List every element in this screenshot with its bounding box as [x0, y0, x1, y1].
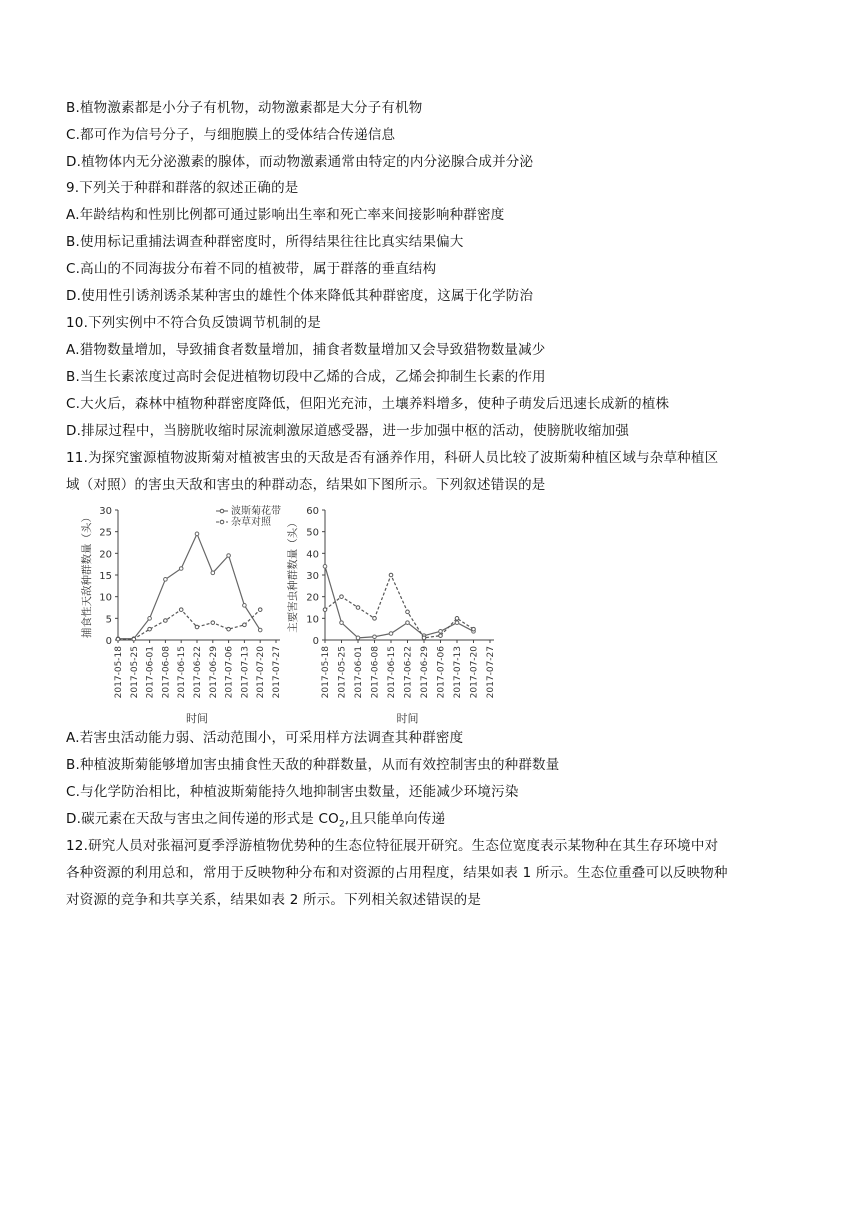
y-tick-label: 40 — [306, 549, 319, 561]
data-point — [243, 604, 247, 608]
data-point — [148, 627, 152, 631]
x-tick-label: 2017-06-22 — [193, 646, 203, 699]
data-point — [211, 621, 215, 625]
x-axis-label: 时间 — [396, 712, 419, 725]
data-point — [356, 636, 360, 640]
option-10a: A.猎物数量增加，导致捕食者数量增加，捕食者数量增加又会导致猎物数量减少 — [66, 342, 546, 358]
question-9-stem: 9.下列关于种群和群落的叙述正确的是 — [66, 180, 299, 196]
legend-entry: 杂草对照 — [231, 517, 271, 528]
x-axis-label: 时间 — [186, 712, 208, 725]
option-9c: C.高山的不同海拔分布着不同的植被带，属于群落的垂直结构 — [66, 261, 437, 277]
data-point — [323, 565, 327, 569]
y-tick-label: 15 — [99, 571, 112, 582]
question-12-stem-cont: 各种资源的利用总和，常用于反映物种分布和对资源的占用程度，结果如表 1 所示。生态位重叠可以反映物种 — [66, 865, 728, 881]
charts-svg — [80, 500, 510, 725]
text-line: B.植物激素都是小分子有机物，动物激素都是大分子有机物 — [66, 100, 423, 116]
question-12-stem-cont2: 对资源的竞争和共享关系，结果如表 2 所示。下列相关叙述错误的是 — [66, 892, 482, 908]
x-tick-label: 2017-07-13 — [453, 646, 463, 699]
option-9d: D.使用性引诱剂诱杀某种害虫的雄性个体来降低其种群密度，这属于化学防治 — [66, 288, 534, 304]
option-11a: A.若害虫活动能力弱、活动范围小，可采用样方法调查其种群密度 — [66, 730, 464, 746]
option-11d — [66, 809, 445, 835]
y-tick-label: 50 — [306, 527, 319, 539]
question-11-stem: 11.为探究蜜源植物波斯菊对植被害虫的天敌是否有涵养作用，科研人员比较了波斯菊种植区域与杂草种植区 — [66, 450, 719, 466]
x-tick-label: 2017-07-27 — [272, 646, 282, 699]
x-tick-label: 2017-06-08 — [370, 646, 381, 699]
option-10b: B.当生长素浓度过高时会促进植物切段中乙烯的合成，乙烯会抑制生长素的作用 — [66, 369, 546, 385]
data-point — [164, 619, 168, 623]
data-point — [323, 608, 327, 612]
question-12-stem: 12.研究人员对张福河夏季浮游植物优势种的生态位特征展开研究。生态位宽度表示某物种在其生存环境中对 — [66, 838, 719, 854]
data-point — [227, 554, 231, 558]
option-9a: A.年龄结构和性别比例都可通过影响出生率和死亡率来间接影响种群密度 — [66, 207, 505, 223]
series-line-2 — [118, 610, 260, 639]
y-tick-label: 0 — [312, 636, 319, 647]
x-tick-label: 2017-07-20 — [256, 646, 267, 699]
y-tick-label: 20 — [306, 592, 319, 604]
option-10c: C.大火后，森林中植物种群密度降低，但阳光充沛，土壤养料增多，使种子萌发后迅速长成新的植株 — [66, 396, 670, 412]
legend-marker — [220, 509, 224, 513]
x-tick-label: 2017-06-01 — [145, 646, 156, 699]
data-point — [439, 630, 443, 634]
data-point — [211, 571, 215, 575]
data-point — [132, 637, 136, 641]
y-tick-label: 25 — [99, 527, 112, 539]
data-point — [439, 634, 443, 638]
y-tick-label: 30 — [306, 571, 319, 582]
option-11b: B.种植波斯菊能够增加害虫捕食性天敌的种群数量，从而有效控制害虫的种群数量 — [66, 757, 560, 773]
data-point — [455, 617, 459, 621]
data-point — [389, 573, 393, 577]
question-10-stem: 10.下列实例中不符合负反馈调节机制的是 — [66, 315, 321, 331]
x-tick-label: 2017-07-06 — [436, 646, 447, 699]
option-11d-part1: D.碳元素在天敌与害虫之间传递的形式是 CO — [66, 811, 339, 827]
text-line: D.植物体内无分泌激素的腺体，而动物激素通常由特定的内分泌腺合成并分泌 — [66, 154, 534, 170]
y-tick-label: 10 — [306, 614, 319, 626]
x-tick-label: 2017-06-29 — [420, 646, 430, 699]
option-11d-part2: ,且只能单向传递 — [344, 811, 446, 827]
data-point — [179, 608, 183, 612]
x-tick-label: 2017-06-01 — [354, 646, 364, 699]
data-point — [258, 628, 262, 632]
x-tick-label: 2017-06-29 — [208, 646, 219, 699]
data-point — [179, 567, 183, 571]
data-point — [148, 617, 152, 621]
series-line-1 — [325, 566, 474, 638]
option-9b: B.使用标记重捕法调查种群密度时，所得结果往往比真实结果偏大 — [66, 234, 464, 250]
x-tick-label: 2017-07-27 — [486, 646, 496, 699]
data-point — [243, 623, 247, 627]
option-11c: C.与化学防治相比，种植波斯菊能持久地抑制害虫数量，还能减少环境污染 — [66, 784, 519, 800]
legend-marker — [220, 520, 224, 524]
data-point — [356, 606, 360, 610]
text-line: C.都可作为信号分子，与细胞膜上的受体结合传递信息 — [66, 127, 396, 143]
option-10d: D.排尿过程中，当膀胱收缩时尿流刺激尿道感受器，进一步加强中枢的活动，使膀胱收缩加强 — [66, 423, 630, 439]
y-tick-label: 10 — [99, 592, 112, 604]
data-point — [340, 621, 344, 625]
series-line-1 — [118, 534, 260, 639]
y-tick-label: 20 — [99, 549, 112, 561]
x-tick-label: 2017-05-25 — [337, 646, 348, 699]
y-tick-label: 60 — [306, 506, 319, 517]
question-11-stem-cont: 域（对照）的害虫天敌和害虫的种群动态，结果如下图所示。下列叙述错误的是 — [66, 477, 546, 493]
chart-panel-2 — [286, 506, 496, 725]
data-point — [406, 621, 410, 625]
data-point — [472, 627, 476, 631]
x-tick-label: 2017-07-20 — [469, 646, 480, 699]
x-tick-label: 2017-07-06 — [224, 646, 235, 699]
subscript-2: 2 — [338, 819, 345, 830]
data-point — [195, 532, 199, 536]
data-point — [227, 627, 231, 631]
x-tick-label: 2017-05-25 — [129, 646, 140, 699]
data-point — [373, 635, 377, 639]
data-point — [455, 621, 459, 625]
data-point — [116, 637, 120, 641]
y-tick-label: 5 — [105, 614, 112, 626]
x-tick-label: 2017-06-15 — [387, 646, 397, 699]
y-tick-label: 0 — [105, 636, 112, 647]
x-tick-label: 2017-06-15 — [177, 646, 188, 699]
x-tick-label: 2017-05-18 — [321, 646, 331, 699]
x-tick-label: 2017-06-08 — [161, 646, 172, 699]
y-axis-label: 捕食性天敌种群数量（头） — [81, 512, 93, 638]
legend-entry: 波斯菊花带 — [231, 506, 281, 517]
x-tick-label: 2017-05-18 — [114, 646, 124, 699]
data-point — [389, 632, 393, 636]
chart-panel-1 — [80, 504, 282, 725]
data-point — [422, 636, 426, 640]
data-point — [195, 625, 199, 629]
data-point — [406, 610, 410, 614]
y-tick-label: 30 — [99, 506, 112, 517]
data-point — [258, 608, 262, 612]
y-axis-label: 主要害虫种群数量（头） — [287, 517, 299, 633]
figure-charts — [80, 500, 510, 725]
data-point — [373, 617, 377, 621]
x-tick-label: 2017-06-22 — [403, 646, 414, 699]
data-point — [340, 595, 344, 599]
data-point — [164, 578, 168, 582]
x-tick-label: 2017-07-13 — [240, 646, 251, 699]
